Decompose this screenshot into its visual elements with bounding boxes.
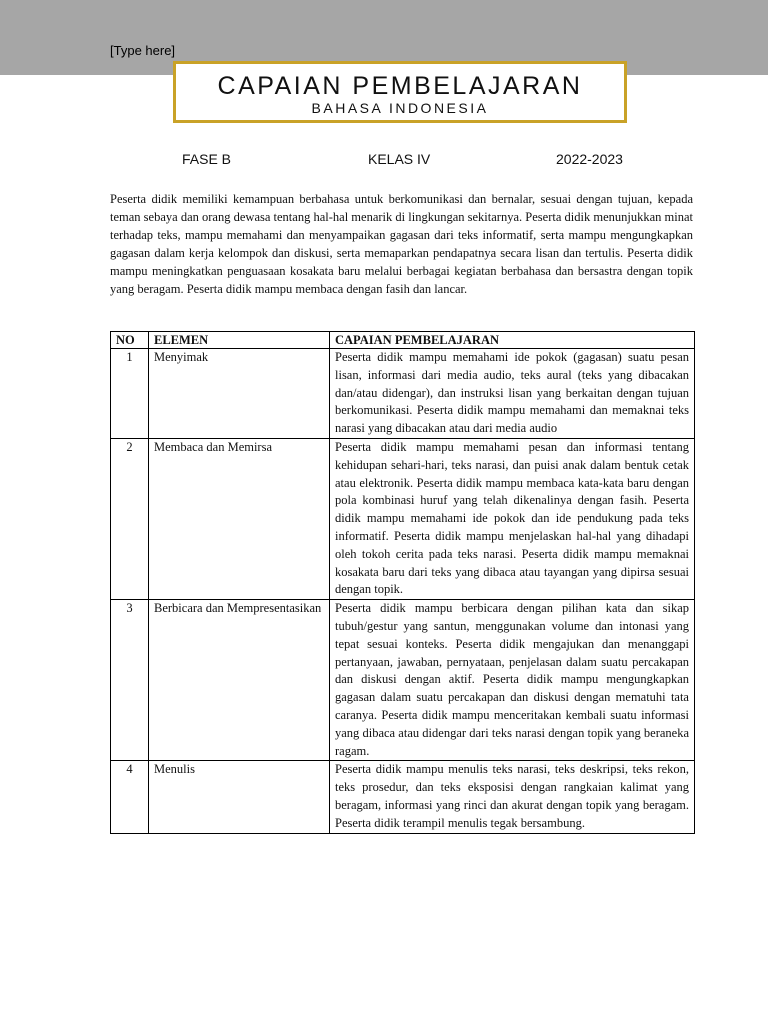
header-elemen: ELEMEN xyxy=(149,332,330,349)
row-elemen: Membaca dan Memirsa xyxy=(149,438,330,599)
document-subtitle: BAHASA INDONESIA xyxy=(311,100,489,116)
row-number: 4 xyxy=(111,761,149,833)
table-row xyxy=(111,438,695,599)
row-capaian: Peserta didik mampu memahami ide pokok (gagasan) suatu pesan lisan, informasi dari media audio, teks aural (teks yang dibacakan dan/atau didengar), dan instruksi lisan yang berkaitan dengan tujuan berkomunikasi. Peserta didik mampu memahami dan memaknai teks narasi yang dibacakan atau dari media audio xyxy=(330,349,695,439)
row-elemen: Menulis xyxy=(149,761,330,833)
row-number: 2 xyxy=(111,438,149,599)
meta-row xyxy=(0,151,768,169)
row-capaian: Peserta didik mampu memahami pesan dan informasi tentang kehidupan sehari-hari, teks narasi, dan puisi anak dalam bentuk cetak atau elektronik. Peserta didik mampu membaca kata-kata baru dengan pola kombinasi huruf yang telah dikenalinya dengan fasih. Peserta didik mampu memahami ide pokok dan ide pendukung pada teks informatif. Peserta didik mampu menjelaskan hal-hal yang dihadapi oleh tokoh cerita pada teks narasi. Peserta didik mampu memaknai kosakata baru dari teks yang dibaca atau tayangan yang dipirsa sesuai dengan topik. xyxy=(330,438,695,599)
row-elemen: Berbicara dan Mempresentasikan xyxy=(149,600,330,761)
row-capaian: Peserta didik mampu menulis teks narasi, teks deskripsi, teks rekon, teks prosedur, dan teks eksposisi dengan rangkaian kalimat yang beragam, informasi yang rinci dan akurat dengan topik yang beragam. Peserta didik terampil menulis tegak bersambung. xyxy=(330,761,695,833)
capaian-table xyxy=(110,331,695,834)
header-placeholder-text[interactable]: [Type here] xyxy=(110,43,176,58)
table-row xyxy=(111,349,695,439)
row-capaian: Peserta didik mampu berbicara dengan pilihan kata dan sikap tubuh/gestur yang santun, menggunakan volume dan intonasi yang tepat sesuai konteks. Peserta didik mengajukan dan menanggapi pertanyaan, jawaban, pernyataan, penjelasan dalam suatu percakapan dan diskusi dengan aktif. Peserta didik mampu mengungkapkan gagasan dalam suatu percakapan dan diskusi dengan mematuhi tata caranya. Peserta didik mampu menceritakan kembali suatu informasi yang dibaca atau didengar dari teks narasi dengan topik yang beraneka ragam. xyxy=(330,600,695,761)
table-header-row xyxy=(111,332,695,349)
document-title: CAPAIAN PEMBELAJARAN xyxy=(217,72,583,100)
header-no: NO xyxy=(111,332,149,349)
table-row xyxy=(111,600,695,761)
title-box xyxy=(173,61,627,123)
fase-label: FASE B xyxy=(182,151,232,167)
kelas-label: KELAS IV xyxy=(368,151,431,167)
row-number: 3 xyxy=(111,600,149,761)
row-number: 1 xyxy=(111,349,149,439)
table-row xyxy=(111,761,695,833)
intro-paragraph: Peserta didik memiliki kemampuan berbahasa untuk berkomunikasi dan bernalar, sesuai dengan tujuan, kepada teman sebaya dan orang dewasa tentang hal-hal menarik di lingkungan sekitarnya. Peserta didik menunjukkan minat terhadap teks, mampu memahami dan menyampaikan gagasan dari teks informatif, serta mampu mengungkapkan gagasan dalam kerja kelompok dan diskusi, serta memaparkan pendapatnya secara lisan dan tertulis. Peserta didik mampu meningkatkan penguasaan kosakata baru melalui berbagai kegiatan berbahasa dan bersastra dengan topik yang beragam. Peserta didik mampu membaca dengan fasih dan lancar. xyxy=(110,192,693,296)
header-capaian: CAPAIAN PEMBELAJARAN xyxy=(330,332,695,349)
tahun-label: 2022-2023 xyxy=(556,151,623,167)
row-elemen: Menyimak xyxy=(149,349,330,439)
